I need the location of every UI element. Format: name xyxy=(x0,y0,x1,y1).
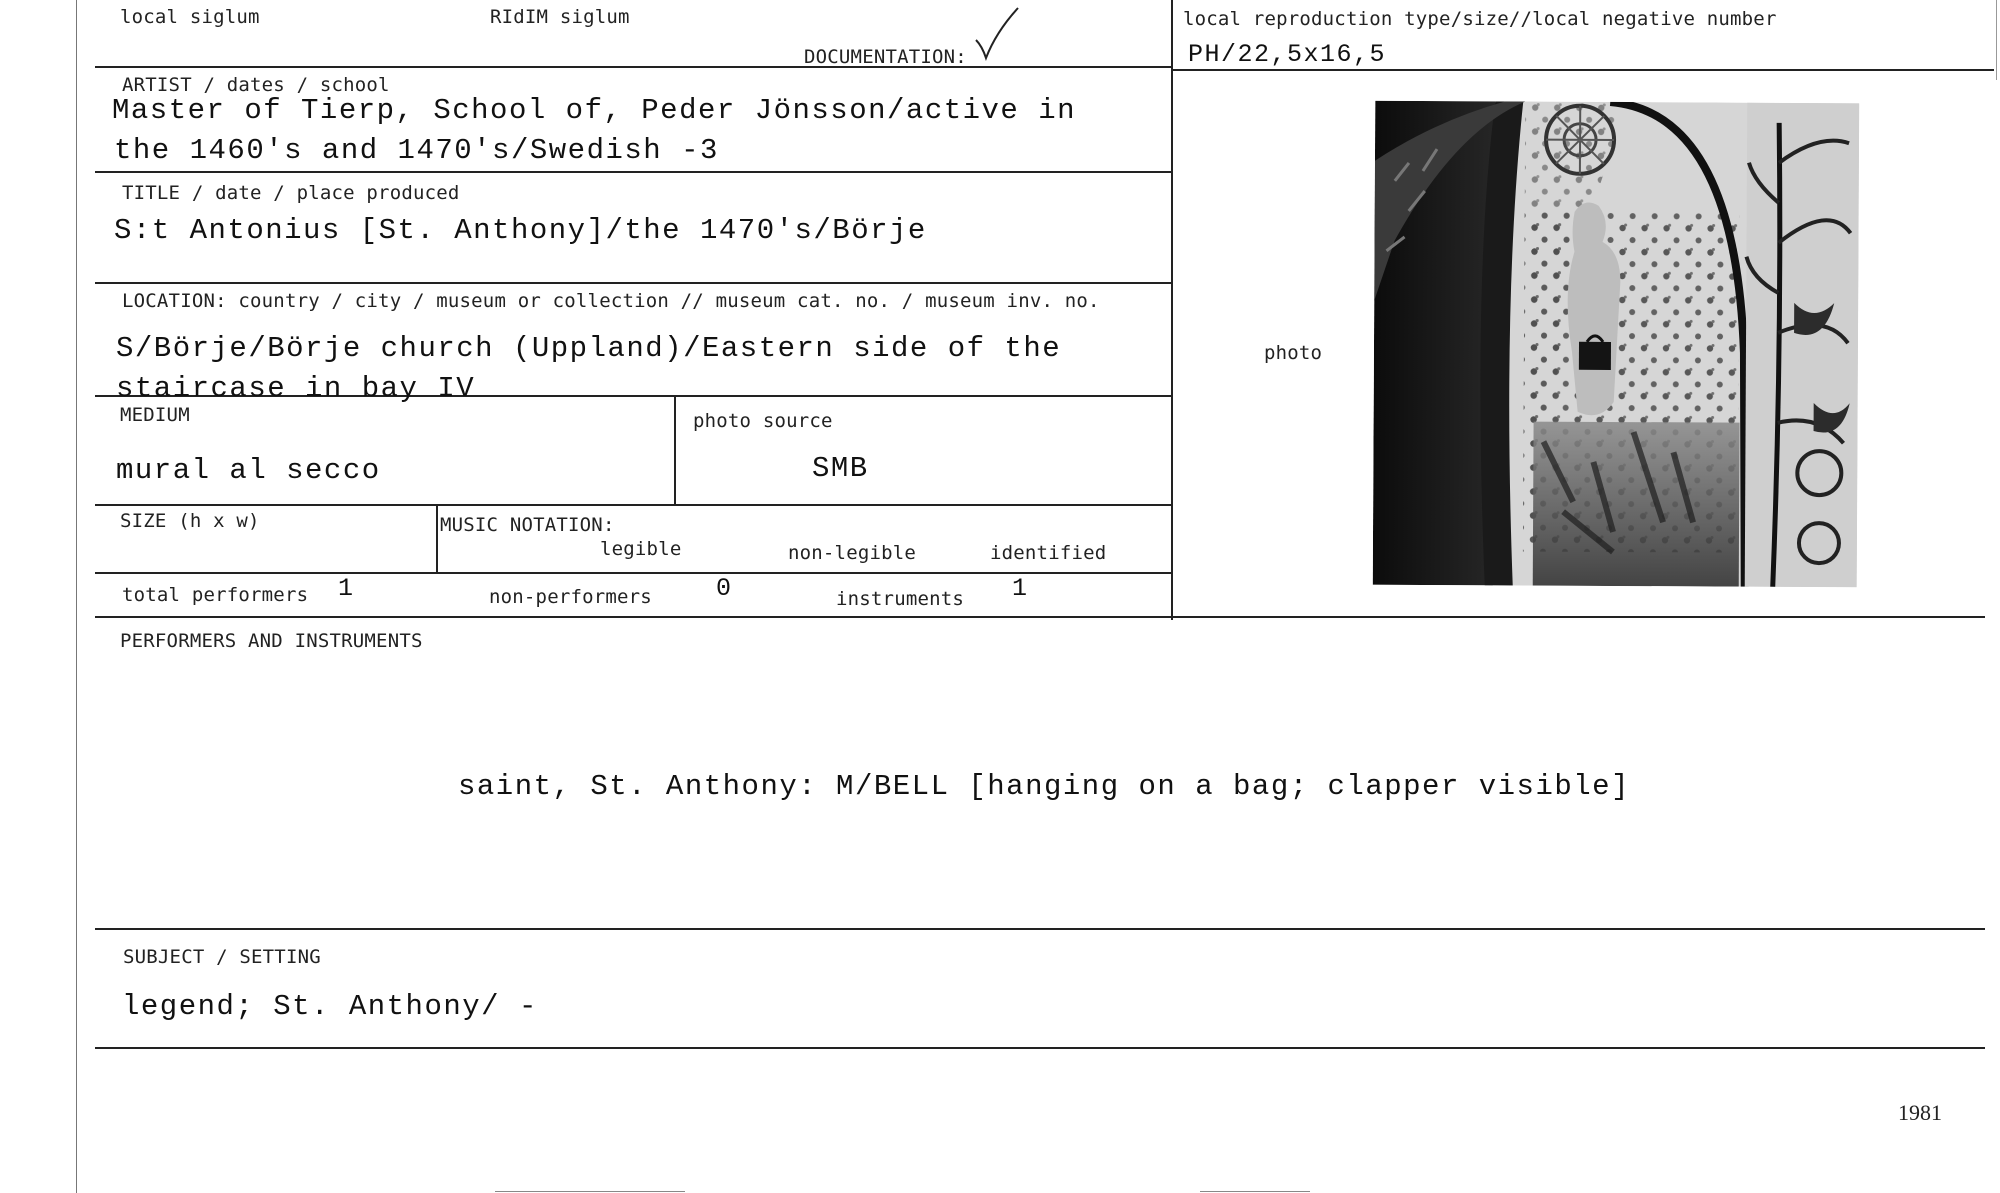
reproduction-label: local reproduction type/size//local negative number xyxy=(1183,8,1777,30)
reproduction-rule xyxy=(1172,69,1994,71)
non-performers-label: non-performers xyxy=(489,586,652,608)
ridim-siglum-label: RIdIM siglum xyxy=(490,6,630,28)
size-label: SIZE (h x w) xyxy=(120,510,260,532)
identified-label: identified xyxy=(990,542,1107,564)
right-edge-line xyxy=(1996,0,1997,80)
photo-source-value: SMB xyxy=(812,452,869,485)
title-rule xyxy=(95,282,1171,284)
medium-value: mural al secco xyxy=(116,454,381,487)
counts-rule xyxy=(95,616,1985,618)
non-legible-label: non-legible xyxy=(788,542,917,564)
artist-value-line1: Master of Tierp, School of, Peder Jönsson/active in xyxy=(112,94,1077,127)
title-value: S:t Antonius [St. Anthony]/the 1470's/Börje xyxy=(114,214,927,247)
year-stamp: 1981 xyxy=(1898,1100,1942,1125)
size-rule xyxy=(95,572,1171,574)
medium-label: MEDIUM xyxy=(120,404,190,426)
reproduction-value: PH/22,5x16,5 xyxy=(1188,40,1387,69)
artist-rule xyxy=(95,171,1171,173)
local-siglum-label: local siglum xyxy=(120,6,260,28)
music-notation-label: MUSIC NOTATION: xyxy=(440,514,615,536)
instruments-value: 1 xyxy=(1012,574,1029,603)
bottom-edge-mark xyxy=(495,1191,685,1192)
photo-source-label: photo source xyxy=(693,410,833,432)
medium-rule xyxy=(95,504,1171,506)
mural-photo xyxy=(1373,101,1860,588)
non-performers-value: 0 xyxy=(716,574,733,603)
subject-value: legend; St. Anthony/ - xyxy=(122,990,538,1023)
left-margin-line xyxy=(76,0,77,1193)
location-value-line2: staircase in bay IV xyxy=(116,372,476,405)
artist-label: ARTIST / dates / school xyxy=(122,74,390,96)
location-value-line1: S/Börje/Börje church (Uppland)/Eastern side of the xyxy=(116,332,1062,365)
performers-rule xyxy=(95,928,1985,930)
total-performers-value: 1 xyxy=(338,574,355,603)
subject-label: SUBJECT / SETTING xyxy=(123,946,321,968)
medium-divider xyxy=(674,396,676,504)
header-rule xyxy=(95,66,1171,68)
performers-label: PERFORMERS AND INSTRUMENTS xyxy=(120,630,423,652)
documentation-label: DOCUMENTATION: xyxy=(804,46,967,68)
artist-value-line2: the 1460's and 1470's/Swedish -3 xyxy=(114,134,719,167)
legible-label: legible xyxy=(600,538,682,560)
size-divider xyxy=(436,506,438,574)
checkmark-icon xyxy=(974,6,1022,62)
subject-rule xyxy=(95,1047,1985,1049)
instruments-label: instruments xyxy=(836,588,965,610)
title-label: TITLE / date / place produced xyxy=(122,182,460,204)
bottom-edge-mark-2 xyxy=(1200,1191,1310,1192)
performers-value: saint, St. Anthony: M/BELL [hanging on a bag; clapper visible] xyxy=(458,770,1630,803)
location-label: LOCATION: country / city / museum or collection // museum cat. no. / museum inv. no. xyxy=(122,290,1100,312)
photo-label: photo xyxy=(1264,342,1323,364)
photo-column-divider xyxy=(1171,0,1173,620)
total-performers-label: total performers xyxy=(122,584,309,606)
